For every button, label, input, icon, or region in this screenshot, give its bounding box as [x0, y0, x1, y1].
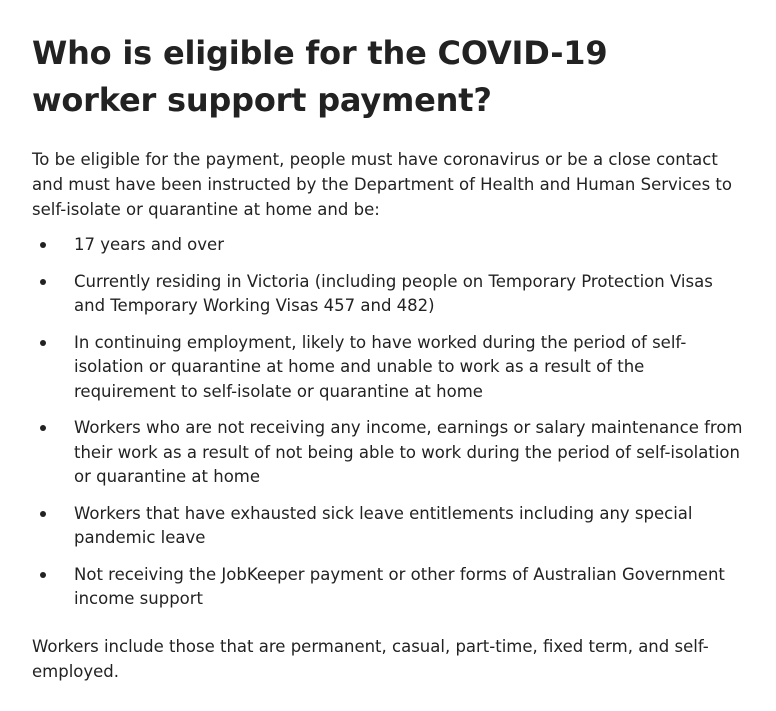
list-item-text: Not receiving the JobKeeper payment or other forms of Australian Government income support [74, 564, 725, 608]
page-title: Who is eligible for the COVID-19 worker support payment? [32, 34, 608, 119]
list-item [32, 331, 744, 405]
list-item-text: Workers that have exhausted sick leave entitlements including any special pandemic leave [74, 503, 693, 547]
list-item [32, 563, 744, 612]
list-item [32, 502, 744, 551]
bullet-icon [40, 511, 46, 517]
list-item [32, 270, 744, 319]
closing-paragraph: Workers include those that are permanent, casual, part-time, fixed term, and self-employed. [32, 636, 709, 681]
list-item [32, 233, 744, 258]
list-item-text: Currently residing in Victoria (including people on Temporary Protection Visas and Temporary Working Visas 457 and 482) [74, 271, 713, 315]
list-item-text: 17 years and over [74, 235, 224, 254]
list-item-text: In continuing employment, likely to have worked during the period of self-isolation or quarantine at home and unable to work as a result of the requirement to self-isolate or quarantine at home [74, 332, 687, 401]
bullet-icon [40, 340, 46, 346]
list-item [32, 416, 744, 490]
intro-paragraph: To be eligible for the payment, people must have coronavirus or be a close contact and must have been instructed by the Department of Health and Human Services to self-isolate or quarantine at home and be: [32, 150, 732, 219]
list-item-text: Workers who are not receiving any income, earnings or salary maintenance from their work as a result of not being able to work during the period of self-isolation or quarantine at home [74, 418, 743, 486]
eligibility-list [32, 233, 746, 612]
bullet-icon [40, 279, 46, 285]
bullet-icon [40, 572, 46, 578]
bullet-icon [40, 425, 46, 431]
bullet-icon [40, 242, 46, 248]
